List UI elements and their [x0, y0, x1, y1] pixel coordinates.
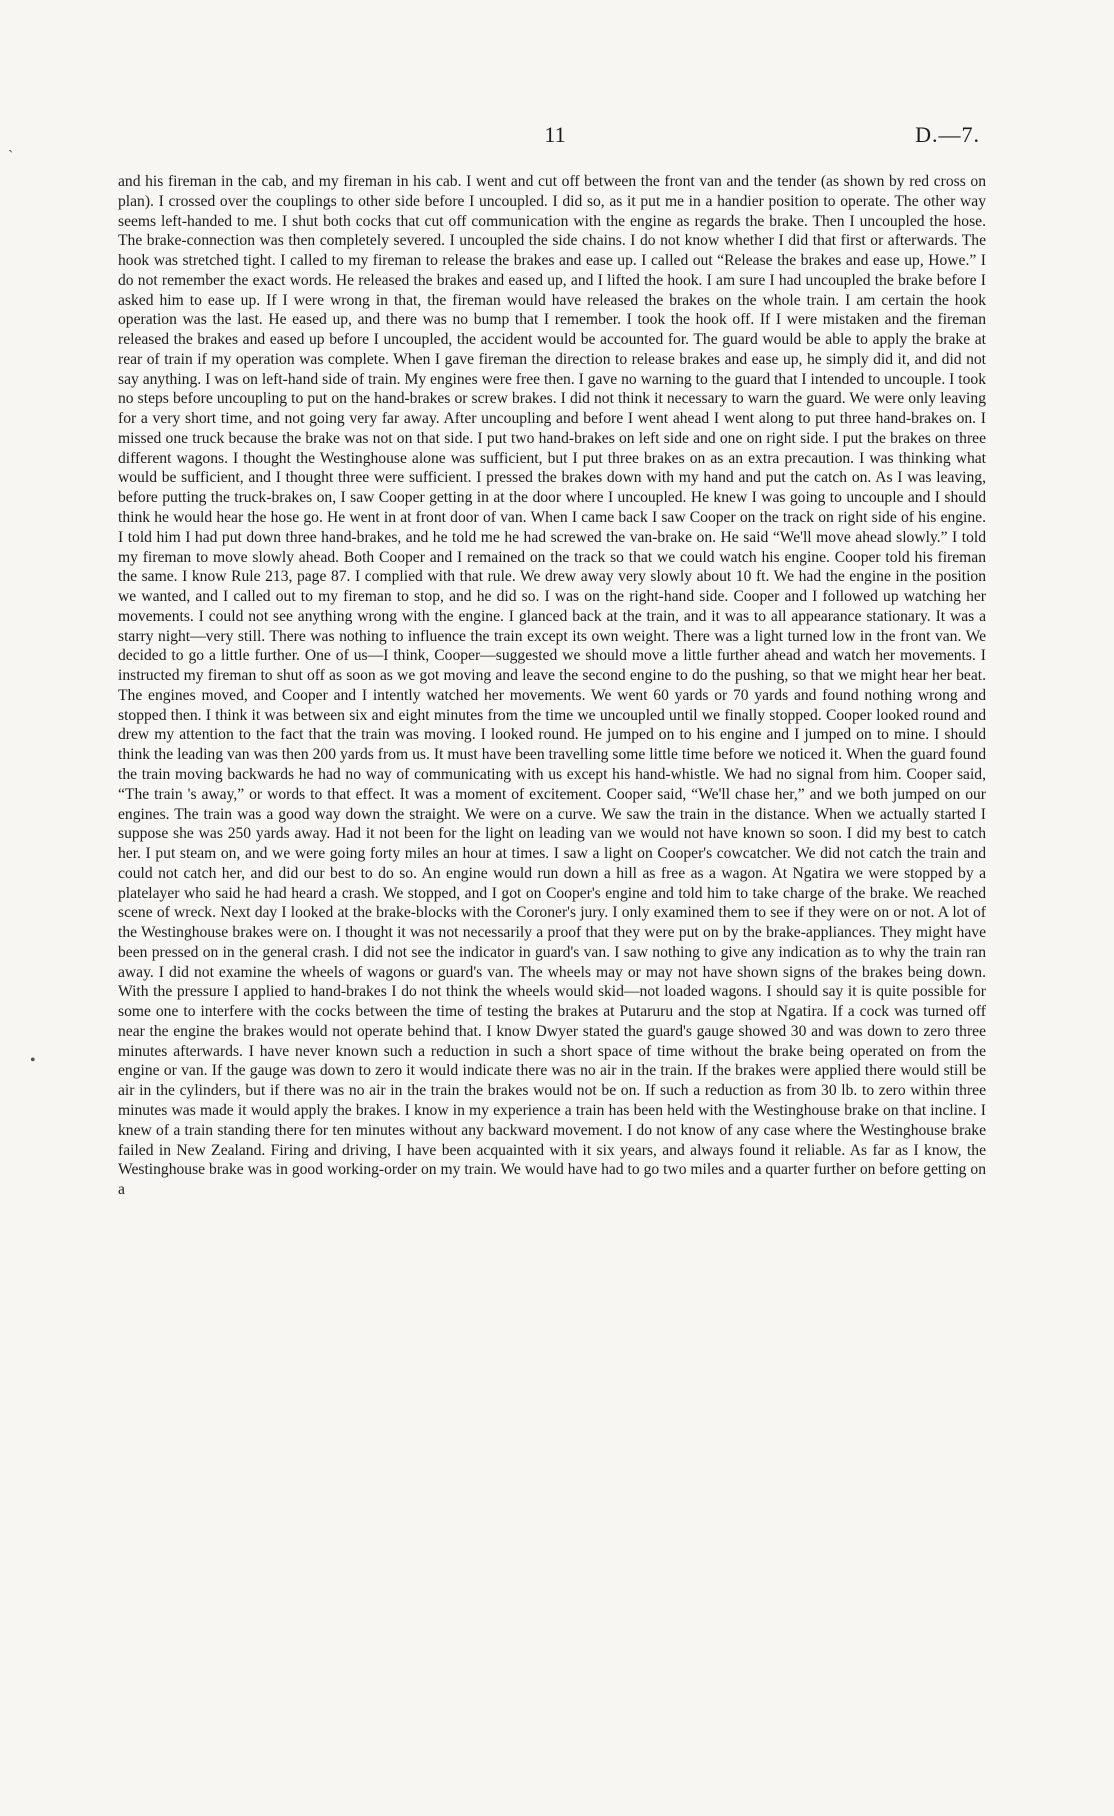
page-number: 11 [544, 122, 566, 147]
margin-mark-middle: • [30, 1052, 36, 1069]
body-paragraph: and his fireman in the cab, and my fireman in his cab. I went and cut off between the front van and the tender (as shown by red cross on plan). I crossed over the couplings to other side before I uncoupled. I did so, as it put me in a handier position to operate. The other way seems left-handed to me. I shut both cocks that cut off communication with the engine as regards the brake. Then I uncoupled the hose. The brake-connection was then completely severed. I uncoupled the side chains. I do not know whether I did that first or afterwards. The hook was stretched tight. I called to my fireman to release the brakes and ease up. I called out “Release the brakes and ease up, Howe.” I do not remember the exact words. He released the brakes and eased up, and I lifted the hook. I am sure I had uncoupled the brake before I asked him to ease up. If I were wrong in that, the fireman would have released the brakes on the whole train. I am certain the hook operation was the last. He eased up, and there was no bump that I remember. I took the hook off. If I were mistaken and the fireman released the brakes and eased up before I uncoupled, the accident would be accounted for. The guard would be able to apply the brake at rear of train if my operation was complete. When I gave fireman the direction to release brakes and ease up, he simply did it, and did not say anything. I was on left-hand side of train. My engines were free then. I gave no warning to the guard that I intended to uncouple. I took no steps before uncoupling to put on the hand-brakes or screw brakes. I did not think it necessary to warn the guard. We were only leaving for a very short time, and not going very far away. After uncoupling and before I went ahead I went along to put three hand-brakes on. I missed one truck because the brake was not on that side. I put two hand-brakes on left side and one on right side. I put the brakes on three different wagons. I thought the Westinghouse alone was sufficient, but I put three brakes on as an extra precaution. I was thinking what would be sufficient, and I thought three were sufficient. I pressed the brakes down with my hand and put the catch on. As I was leaving, before putting the truck-brakes on, I saw Cooper getting in at the door where I uncoupled. He knew I was going to uncouple and I should think he would hear the hose go. He went in at front door of van. When I came back I saw Cooper on the track on right side of his engine. I told him I had put down three hand-brakes, and he told me he had screwed the van-brake on. He said “We'll move ahead slowly.” I told my fireman to move slowly ahead. Both Cooper and I remained on the track so that we could watch his engine. Cooper told his fireman the same. I know Rule 213, page 87. I complied with that rule. We drew away very slowly about 10 ft. We had the engine in the position we wanted, and I called out to my fireman to stop, and he did so. I was on the right-hand side. Cooper and I followed up watching her movements. I could not see anything wrong with the engine. I glanced back at the train, and it was to all appearance stationary. It was a starry night—very still. There was nothing to influence the train except its own weight. There was a light turned low in the front van. We decided to go a little further. One of us—I think, Cooper—suggested we should move a little further ahead and watch her movements. I instructed my fireman to shut off as soon as we got moving and leave the second engine to do the pushing, so that we might hear her beat. The engines moved, and Cooper and I intently watched her movements. We went 60 yards or 70 yards and found nothing wrong and stopped then. I think it was between six and eight minutes from the time we uncoupled until we finally stopped. Cooper looked round and drew my attention to the fact that the train was moving. I looked round. He jumped on to his engine and I jumped on to mine. I should think the leading van was then 200 yards from us. It must have been travelling some little time before we noticed it. When the guard found the train moving backwards he had no way of communicating with us except his hand-whistle. We had no signal from him. Cooper said, “The train 's away,” or words to that effect. It was a moment of excitement. Cooper said, “We'll chase her,” and we both jumped on our engines. The train was a good way down the straight. We were on a curve. We saw the train in the distance. When we actually started I suppose she was 250 yards away. Had it not been for the light on leading van we would not have known so soon. I did my best to catch her. I put steam on, and we were going forty miles an hour at times. I saw a light on Cooper's cowcatcher. We did not catch the train and could not catch her, and did our best to do so. An engine would run down a hill as free as a wagon. At Ngatira we were stopped by a platelayer who said he had heard a crash. We stopped, and I got on Cooper's engine and told him to take charge of the brake. We reached scene of wreck. Next day I looked at the brake-blocks with the Coroner's jury. I only examined them to see if they were on or not. A lot of the Westinghouse brakes were on. I thought it was not necessarily a proof that they were put on by the brake-appliances. They might have been pressed on in the general crash. I did not see the indicator in guard's van. I saw nothing to give any indication as to why the train ran away. I did not examine the wheels of wagons or guard's van. The wheels may or may not have shown signs of the brakes being down. With the pressure I applied to hand-brakes I do not think the wheels would skid—not loaded wagons. I should say it is quite possible for some one to interfere with the cocks between the time of testing the brakes at Putaruru and the stop at Ngatira. If a cock was turned off near the engine the brakes would not operate behind that. I know Dwyer stated the guard's gauge showed 30 and was down to zero three minutes afterwards. I have never known such a reduction in such a short space of time without the brake being operated on from the engine or van. If the gauge was down to zero it would indicate there was no air in the train. If the brakes were applied there would still be air in the cylinders, but if there was no air in the train the brakes would not be on. If such a reduction as from 30 lb. to zero within three minutes was made it would apply the brakes. I know in my experience a train has been held with the Westinghouse brake on that incline. I knew of a train standing there for ten minutes without any backward movement. I do not know of any case where the Westinghouse brake failed in New Zealand. Firing and driving, I have been acquainted with it six years, and always found it reliable. As far as I know, the Westinghouse brake was in good working-order on my train. We would have had to go two miles and a quarter further on before getting on a [118, 173, 986, 1199]
document-reference: D.—7. [915, 122, 980, 147]
margin-mark-top: ` [8, 148, 14, 165]
